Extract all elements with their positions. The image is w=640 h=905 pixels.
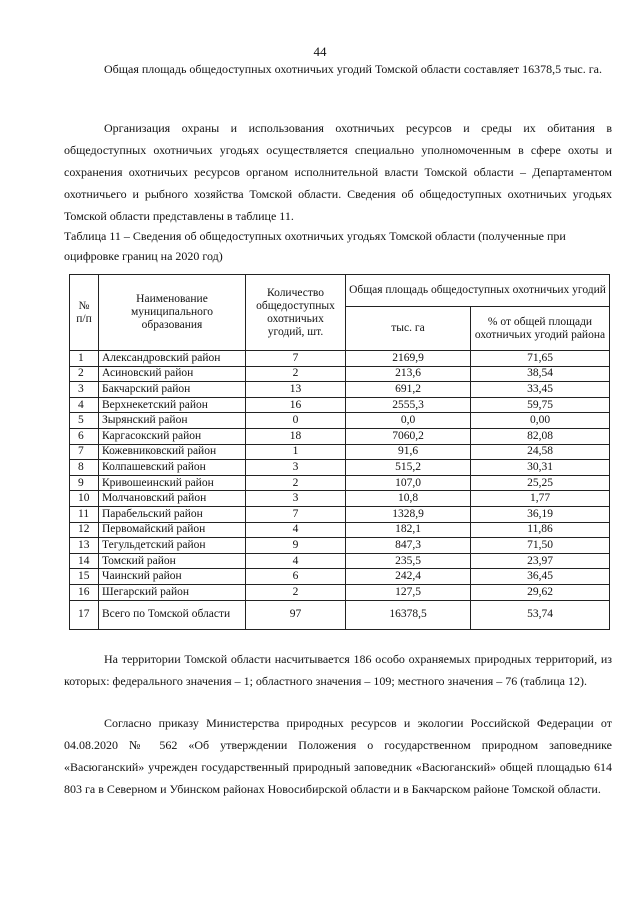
row-name: Шегарский район — [99, 584, 246, 600]
paragraph-protected-areas: На территории Томской области насчитывается 186 особо охраняемых природных территорий, из которых: федерального значения – 1; областного значения – 109; местного значения – 76 (таблица 12). — [64, 652, 612, 688]
row-count: 13 — [246, 382, 346, 398]
row-count: 2 — [246, 475, 346, 491]
row-area: 213,6 — [346, 366, 471, 382]
row-num: 3 — [70, 382, 99, 398]
table-total-row — [70, 600, 610, 629]
row-count: 18 — [246, 428, 346, 444]
table-row — [70, 460, 610, 476]
table-row — [70, 382, 610, 398]
row-num: 6 — [70, 428, 99, 444]
row-num: 16 — [70, 584, 99, 600]
row-name: Александровский район — [99, 351, 246, 367]
header-num: № п/п — [70, 275, 99, 351]
row-num: 5 — [70, 413, 99, 429]
row-num: 1 — [70, 351, 99, 367]
row-percent: 29,62 — [471, 584, 610, 600]
table-row — [70, 397, 610, 413]
table-row — [70, 475, 610, 491]
row-count: 4 — [246, 522, 346, 538]
total-count: 97 — [246, 600, 346, 629]
row-percent: 71,50 — [471, 538, 610, 554]
hunting-grounds-table — [69, 274, 610, 630]
row-count: 1 — [246, 444, 346, 460]
row-area: 691,2 — [346, 382, 471, 398]
total-area: 16378,5 — [346, 600, 471, 629]
row-percent: 24,58 — [471, 444, 610, 460]
row-num: 11 — [70, 506, 99, 522]
row-area: 847,3 — [346, 538, 471, 554]
row-count: 9 — [246, 538, 346, 554]
row-area: 182,1 — [346, 522, 471, 538]
row-area: 1328,9 — [346, 506, 471, 522]
table-row — [70, 491, 610, 507]
row-percent: 59,75 — [471, 397, 610, 413]
total-num: 17 — [70, 600, 99, 629]
row-count: 7 — [246, 351, 346, 367]
row-num: 13 — [70, 538, 99, 554]
row-area: 10,8 — [346, 491, 471, 507]
row-count: 2 — [246, 366, 346, 382]
row-area: 127,5 — [346, 584, 471, 600]
row-percent: 36,45 — [471, 569, 610, 585]
row-name: Бакчарский район — [99, 382, 246, 398]
header-name: Наименование муниципального образования — [99, 275, 246, 351]
row-area: 2555,3 — [346, 397, 471, 413]
row-name: Колпашевский район — [99, 460, 246, 476]
row-name: Первомайский район — [99, 522, 246, 538]
row-num: 10 — [70, 491, 99, 507]
row-count: 7 — [246, 506, 346, 522]
row-area: 2169,9 — [346, 351, 471, 367]
row-area: 515,2 — [346, 460, 471, 476]
paragraph-organization: Организация охраны и использования охотничьих ресурсов и среды их обитания в общедоступных охотничьих угодьях осуществляется специально уполномоченным в сфере охоты и сохранения охотничьих ресурсов органом исполнительной власти Томской области – Департаментом охотничьего и рыбного хозяйства Томской области. Сведения об общедоступных охотничьих угодьях Томской области представлены в таблице 11. — [64, 121, 612, 223]
row-percent: 71,65 — [471, 351, 610, 367]
row-area: 91,6 — [346, 444, 471, 460]
row-percent: 1,77 — [471, 491, 610, 507]
header-area-thousand-ha: тыс. га — [346, 307, 471, 351]
row-area: 235,5 — [346, 553, 471, 569]
row-name: Зырянский район — [99, 413, 246, 429]
row-name: Верхнекетский район — [99, 397, 246, 413]
table-row — [70, 553, 610, 569]
header-count: Количество общедоступных охотничьих угодий, шт. — [246, 275, 346, 351]
row-num: 7 — [70, 444, 99, 460]
total-percent: 53,74 — [471, 600, 610, 629]
row-area: 107,0 — [346, 475, 471, 491]
row-count: 2 — [246, 584, 346, 600]
table-row — [70, 538, 610, 554]
page-number: 44 — [313, 44, 327, 59]
row-percent: 25,25 — [471, 475, 610, 491]
table-row — [70, 366, 610, 382]
total-name: Всего по Томской области — [99, 600, 246, 629]
table-row — [70, 522, 610, 538]
row-num: 14 — [70, 553, 99, 569]
row-percent: 11,86 — [471, 522, 610, 538]
row-area: 7060,2 — [346, 428, 471, 444]
row-name: Каргасокский район — [99, 428, 246, 444]
table-row — [70, 444, 610, 460]
table-row — [70, 506, 610, 522]
row-count: 3 — [246, 460, 346, 476]
row-count: 6 — [246, 569, 346, 585]
row-percent: 0,00 — [471, 413, 610, 429]
row-name: Тегульдетский район — [99, 538, 246, 554]
row-name: Парабельский район — [99, 506, 246, 522]
row-num: 12 — [70, 522, 99, 538]
row-name: Кожевниковский район — [99, 444, 246, 460]
table-row — [70, 428, 610, 444]
table-row — [70, 351, 610, 367]
paragraph-vasyugansky-reserve: Согласно приказу Министерства природных ресурсов и экологии Российской Федерации от 04.08.2020 № 562 «Об утверждении Положения о государственном природном заповеднике «Васюганский» учрежден государственный природный заповедник «Васюганский» общей площадью 614 803 га в Северном и Убинском районах Новосибирской области и в Бакчарском районе Томской области. — [64, 716, 612, 796]
row-name: Чаинский район — [99, 569, 246, 585]
row-percent: 82,08 — [471, 428, 610, 444]
row-num: 8 — [70, 460, 99, 476]
row-area: 0,0 — [346, 413, 471, 429]
row-name: Молчановский район — [99, 491, 246, 507]
row-num: 2 — [70, 366, 99, 382]
row-num: 15 — [70, 569, 99, 585]
row-num: 9 — [70, 475, 99, 491]
row-num: 4 — [70, 397, 99, 413]
table-row — [70, 584, 610, 600]
table-row — [70, 413, 610, 429]
row-percent: 33,45 — [471, 382, 610, 398]
header-area-group: Общая площадь общедоступных охотничьих угодий — [346, 275, 610, 307]
table-row — [70, 569, 610, 585]
row-percent: 30,31 — [471, 460, 610, 476]
row-count: 3 — [246, 491, 346, 507]
row-percent: 23,97 — [471, 553, 610, 569]
row-name: Кривошеинский район — [99, 475, 246, 491]
row-count: 4 — [246, 553, 346, 569]
row-area: 242,4 — [346, 569, 471, 585]
row-percent: 36,19 — [471, 506, 610, 522]
row-percent: 38,54 — [471, 366, 610, 382]
header-area-percent: % от общей площади охотничьих угодий района — [471, 307, 610, 351]
table-caption: Таблица 11 – Сведения об общедоступных охотничьих угодьях Томской области (полученные при оцифровке границ на 2020 год) — [64, 229, 566, 263]
row-count: 16 — [246, 397, 346, 413]
row-name: Томский район — [99, 553, 246, 569]
row-name: Асиновский район — [99, 366, 246, 382]
paragraph-total-area: Общая площадь общедоступных охотничьих угодий Томской области составляет 16378,5 тыс. га. — [104, 62, 602, 76]
row-count: 0 — [246, 413, 346, 429]
